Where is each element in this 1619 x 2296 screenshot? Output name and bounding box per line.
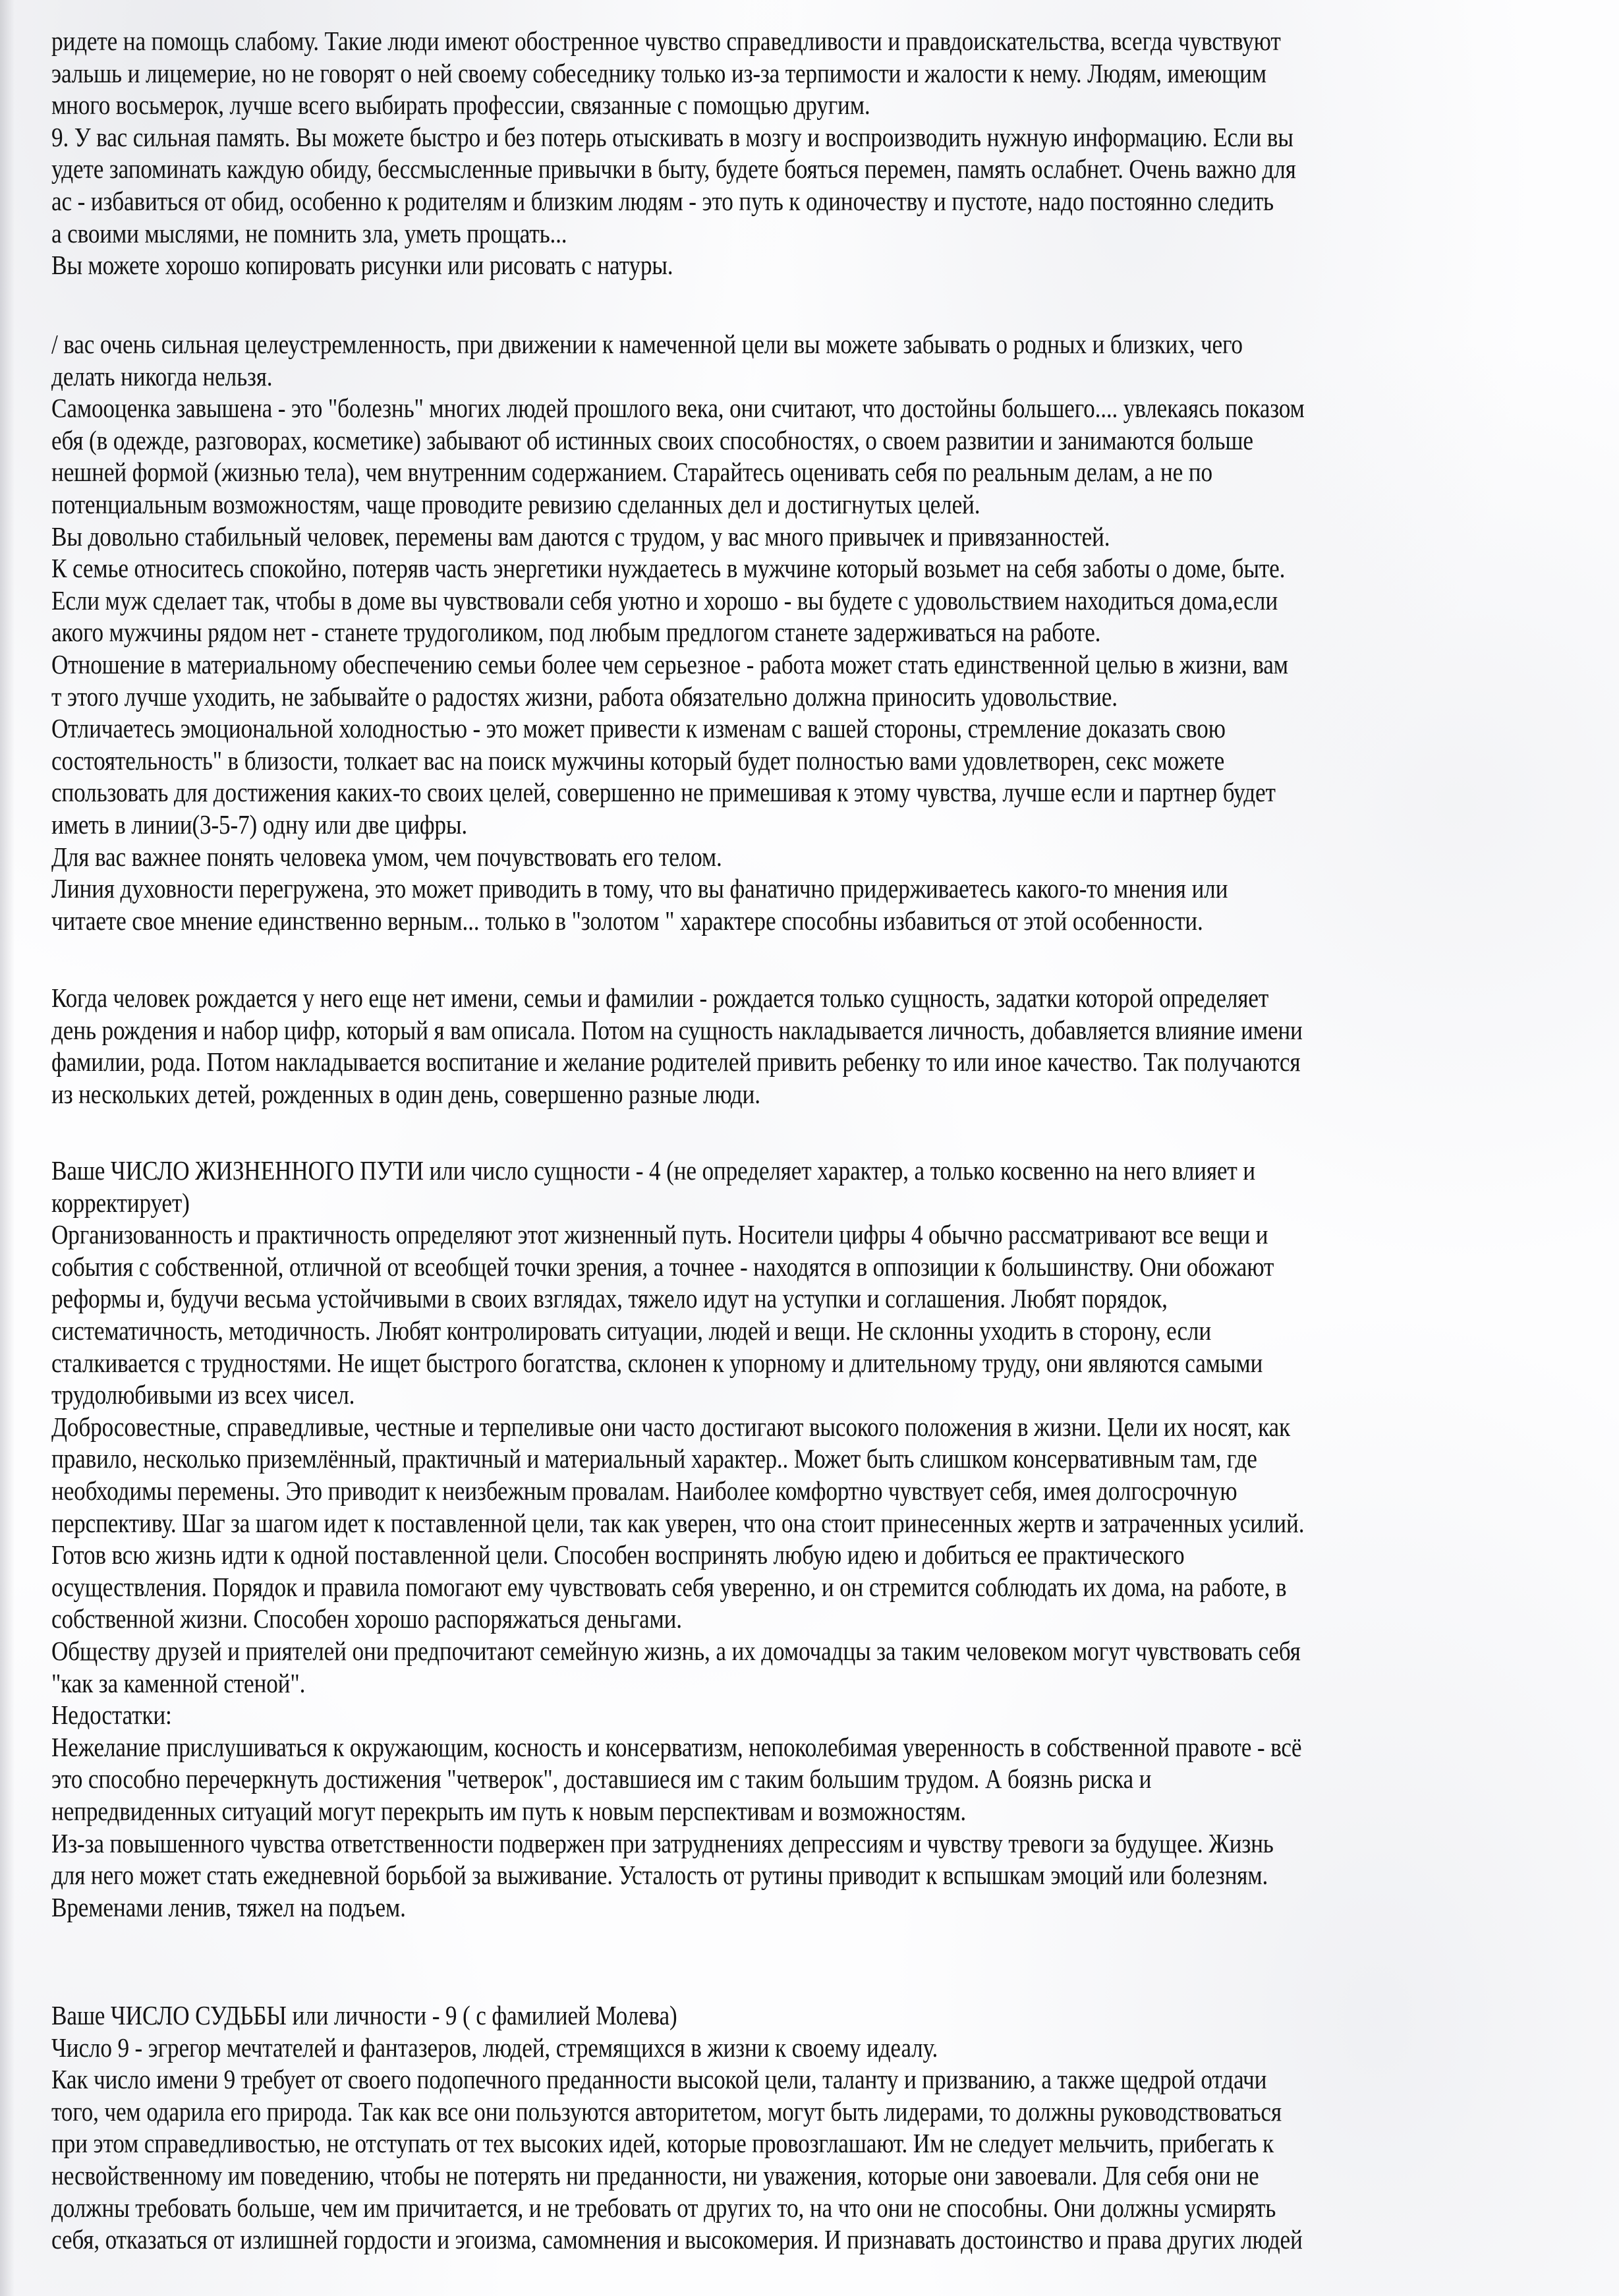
text-line: себя, отказаться от излишней гордости и эгоизма, самомнения и высокомерия. И признавать достоинство и права других людей (51, 2224, 1303, 2255)
text-line: нешней формой (жизнью тела), чем внутренним содержанием. Старайтесь оценивать себя по реальным делам, а не по (51, 457, 1212, 488)
text-line: Отношение в материальному обеспечению семьи более чем серьезное - работа может стать единственной целью в жизни, вам (51, 649, 1288, 679)
text-line: К семье относитесь спокойно, потеряв часть энергетики нуждаетесь в мужчине который возьмет на себя заботы о доме, быте. (51, 553, 1286, 584)
text-line: при этом справедливостью, не отступать от тех высоких идей, которые провозглашают. Им не следует мельчить, прибегать к (51, 2128, 1274, 2159)
text-line: Вы можете хорошо копировать рисунки или рисовать с натуры. (51, 250, 673, 281)
text-line: Для вас важнее понять человека умом, чем почувствовать его телом. (51, 841, 722, 872)
text-line: Временами ленив, тяжел на подъем. (51, 1891, 406, 1922)
text-line: сталкивается с трудностями. Не ищет быстрого богатства, склонен к упорному и длительному труду, они являются самыми (51, 1347, 1263, 1378)
text-line: трудолюбивыми из всех чисел. (51, 1379, 355, 1410)
text-line: правило, несколько приземлённый, практичный и материальный характер.. Может быть слишком консервативным там, где (51, 1443, 1257, 1474)
text-line: читаете свое мнение единственно верным... только в "золотом " характере способны избавиться от этой особенности. (51, 905, 1203, 936)
text-line: день рождения и набор цифр, который я вам описала. Потом на сущность накладывается личность, добавляется влияние имени (51, 1014, 1303, 1045)
text-line: 9. У вас сильная память. Вы можете быстро и без потерь отыскивать в мозгу и воспроизводить нужную информацию. Если вы (51, 121, 1293, 152)
text-line: "как за каменной стеной". (51, 1667, 306, 1698)
text-line: осуществления. Порядок и правила помогают ему чувствовать себя уверенно, и он стремится соблюдать их дома, на работе, в (51, 1571, 1287, 1602)
text-line: должны требовать больше, чем им причитается, и не требовать от других то, на что они не способны. Они должны усмирять (51, 2192, 1276, 2223)
text-line: Готов всю жизнь идти к одной поставленной цели. Способен воспринять любую идею и добиться ее практического (51, 1539, 1185, 1570)
text-line: т этого лучше уходить, не забывайте о радостях жизни, работа обязательно должна приносить удовольствие. (51, 681, 1118, 712)
text-line: события с собственной, отличной от всеобщей точки зрения, а точнее - находятся в оппозиции к большинству. Они обожают (51, 1251, 1274, 1282)
text-line: того, чем одарила его природа. Так как все они пользуются авторитетом, могут быть лидерами, то должны руководствоваться (51, 2096, 1282, 2127)
text-line: Добросовестные, справедливые, честные и терпеливые они часто достигают высокого положения в жизни. Цели их носят, как (51, 1411, 1290, 1442)
text-line: Самооценка завышена - это "болезнь" многих людей прошлого века, они считают, что достойны большего.... увлекаясь показом (51, 393, 1305, 424)
text-line: Линия духовности перегружена, это может приводить в тому, что вы фанатично придерживаетесь какого-то мнения или (51, 873, 1228, 904)
text-line: а своими мыслями, не помнить зла, уметь прощать... (51, 217, 567, 248)
text-line: Недостатки: (51, 1700, 172, 1731)
text-line: ебя (в одежде, разговорах, косметике) забывают об истинных своих способностях, о своем развитии и занимаются больше (51, 424, 1253, 455)
text-line: акого мужчины рядом нет - станете трудоголиком, под любым предлогом станете задерживаться на работе. (51, 617, 1101, 648)
text-line: необходимы перемены. Это приводит к неизбежным провалам. Наиболее комфортно чувствует себя, имея долгосрочную (51, 1476, 1237, 1506)
text-line: перспективу. Шаг за шагом идет к поставленной цели, так как уверен, что она стоит принесенных жертв и затраченных усилий. (51, 1507, 1305, 1538)
text-line: несвойственному им поведению, чтобы не потерять ни преданности, ни уважения, которые они завоевали. Для себя они не (51, 2160, 1259, 2191)
text-line: Вы довольно стабильный человек, перемены вам даются с трудом, у вас много привычек и привязанностей. (51, 521, 1110, 552)
text-line: много восьмерок, лучше всего выбирать профессии, связанные с помощью другим. (51, 90, 870, 121)
text-line: Ваше ЧИСЛО ЖИЗНЕННОГО ПУТИ или число сущности - 4 (не определяет характер, а только косвенно на него влияет и (51, 1155, 1255, 1186)
scan-edge-shadow (0, 0, 14, 2296)
text-line: Организованность и практичность определяют этот жизненный путь. Носители цифры 4 обычно рассматривают все вещи и (51, 1219, 1268, 1250)
text-line: Если муж сделает так, чтобы в доме вы чувствовали себя уютно и хорошо - вы будете с удовольствием находиться дома,если (51, 585, 1278, 616)
text-line: потенциальным возможностям, чаще проводите ревизию сделанных дел и достигнутых целей. (51, 489, 980, 519)
text-line: спользовать для достижения каких-то своих целей, совершенно не примешивая к этому чувства, лучше если и партнер будет (51, 777, 1276, 808)
text-line: / вас очень сильная целеустремленность, при движении к намеченной цели вы можете забывать о родных и близких, чего (51, 329, 1243, 359)
text-line: состоятельность" в близости, толкает вас на поиск мужчины который будет полностью вами удовлетворен, секс можете (51, 745, 1225, 776)
text-line: Число 9 - эгрегор мечтателей и фантазеров, людей, стремящихся в жизни к своему идеалу. (51, 2032, 938, 2063)
text-line: систематичность, методичность. Любят контролировать ситуации, людей и вещи. Не склонны уходить в сторону, если (51, 1315, 1212, 1346)
text-line: Как число имени 9 требует от своего подопечного преданности высокой цели, таланту и призванию, а также щедрой отдачи (51, 2064, 1267, 2095)
text-line: эальшь и лицемерие, но не говорят о ней своему собеседнику только из-за терпимости и жалости к нему. Людям, имеющим (51, 57, 1266, 88)
text-line: для него может стать ежедневной борьбой за выживание. Усталость от рутины приводит к вспышкам эмоций или болезням. (51, 1860, 1268, 1891)
text-line: Отличаетесь эмоциональной холодностью - это может привести к изменам с вашей стороны, стремление доказать свою (51, 713, 1226, 744)
text-line: ас - избавиться от обид, особенно к родителям и близким людям - это путь к одиночеству и пустоте, надо постоянно следить (51, 186, 1274, 216)
text-line: делать никогда нельзя. (51, 360, 273, 391)
text-line: Нежелание прислушиваться к окружающим, косность и консерватизм, непоколебимая уверенность в собственной правоте - всё (51, 1731, 1302, 1762)
text-line: Обществу друзей и приятелей они предпочитают семейную жизнь, а их домочадцы за таким человеком могут чувствовать себя (51, 1636, 1301, 1666)
text-line: фамилии, рода. Потом накладывается воспитание и желание родителей привить ребенку то или иное качество. Так получаются (51, 1047, 1301, 1077)
text-line: корректирует) (51, 1187, 190, 1218)
text-line: это способно перечеркнуть достижения "четверок", доставшиеся им с таким большим трудом. А боязнь риска и (51, 1764, 1152, 1794)
text-line: собственной жизни. Способен хорошо распоряжаться деньгами. (51, 1603, 682, 1634)
text-line: непредвиденных ситуаций могут перекрыть им путь к новым перспективам и возможностям. (51, 1796, 967, 1826)
text-line: Из-за повышенного чувства ответственности подвержен при затруднениях депрессиям и чувству тревоги за будущее. Жизнь (51, 1827, 1274, 1858)
text-line: иметь в линии(3-5-7) одну или две цифры. (51, 809, 468, 840)
text-line: удете запоминать каждую обиду, бессмысленные привычки в быту, будете бояться перемен, память ослабнет. Очень важно для (51, 154, 1296, 185)
text-line: ридете на помощь слабому. Такие люди имеют обостренное чувство справедливости и правдоискательства, всегда чувствуют (51, 26, 1281, 56)
text-line: Когда человек рождается у него еще нет имени, семьи и фамилии - рождается только сущность, задатки которой определяет (51, 983, 1269, 1013)
text-line: реформы и, будучи весьма устойчивыми в своих взглядах, тяжело идут на уступки и соглашения. Любят порядок, (51, 1283, 1168, 1314)
text-line: из нескольких детей, рожденных в один день, совершенно разные люди. (51, 1078, 760, 1109)
text-line: Ваше ЧИСЛО СУДЬБЫ или личности - 9 ( с фамилией Молева) (51, 2000, 677, 2030)
